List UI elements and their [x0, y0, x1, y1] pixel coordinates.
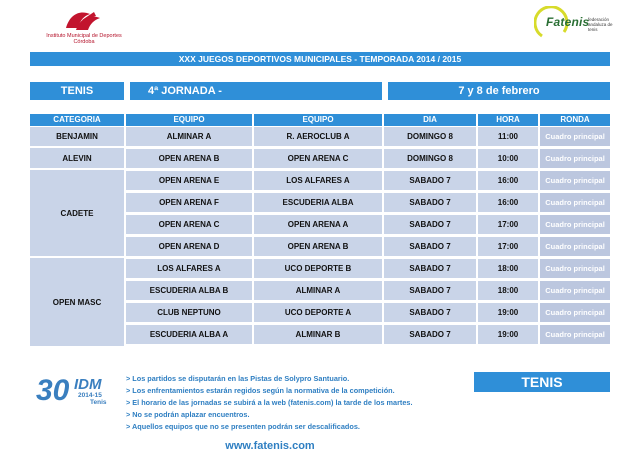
notes-list	[126, 373, 466, 433]
match-day: SABADO 7	[384, 171, 476, 190]
match-time: 16:00	[478, 193, 538, 212]
match-time: 11:00	[478, 127, 538, 146]
note-item: > Los partidos se disputarán en las Pistas de Solypro Santuario.	[126, 374, 350, 383]
match-time: 16:00	[478, 171, 538, 190]
idm-30-logo	[32, 374, 122, 410]
away-team: ALMINAR A	[254, 281, 382, 300]
match-round: Cuadro principal	[540, 237, 610, 256]
match-round: Cuadro principal	[540, 171, 610, 190]
imd-logo-line1: Instituto Municipal de Deportes	[46, 33, 122, 39]
home-team: ESCUDERIA ALBA B	[126, 281, 252, 300]
fatenis-logo-name: Fatenis	[546, 15, 590, 29]
away-team: OPEN ARENA A	[254, 215, 382, 234]
home-team: ALMINAR A	[126, 127, 252, 146]
imd-emblem-icon	[60, 8, 106, 34]
home-team: OPEN ARENA F	[126, 193, 252, 212]
home-team: OPEN ARENA C	[126, 215, 252, 234]
away-team: ALMINAR B	[254, 325, 382, 344]
match-time: 17:00	[478, 215, 538, 234]
idm-logo-text: IDM	[74, 376, 102, 393]
away-team: OPEN ARENA C	[254, 149, 382, 168]
match-time: 17:00	[478, 237, 538, 256]
footer-sport-box: TENIS	[474, 372, 610, 392]
away-team: ESCUDERIA ALBA	[254, 193, 382, 212]
idm-logo-number: 30	[36, 374, 70, 407]
home-team: OPEN ARENA D	[126, 237, 252, 256]
column-header-equipo-home: EQUIPO	[126, 114, 252, 126]
away-team: LOS ALFARES A	[254, 171, 382, 190]
page-title: XXX JUEGOS DEPORTIVOS MUNICIPALES - TEMPORADA 2014 / 2015	[30, 52, 610, 66]
match-day: SABADO 7	[384, 325, 476, 344]
imd-logo	[38, 8, 128, 48]
idm-logo-years: 2014-15	[78, 392, 102, 399]
match-round: Cuadro principal	[540, 259, 610, 278]
category-benjamin: BENJAMIN	[30, 127, 124, 146]
note-item: > Los enfrentamientos estarán regidos según la normativa de la competición.	[126, 386, 395, 395]
idm-logo-sport: Tenis	[90, 399, 107, 406]
match-time: 19:00	[478, 303, 538, 322]
note-item: > El horario de las jornadas se subirá a la web (fatenis.com) la tarde de los martes.	[126, 398, 413, 407]
match-day: SABADO 7	[384, 193, 476, 212]
home-team: OPEN ARENA B	[126, 149, 252, 168]
match-round: Cuadro principal	[540, 215, 610, 234]
match-round: Cuadro principal	[540, 281, 610, 300]
imd-logo-line2: Córdoba	[73, 39, 95, 45]
match-time: 18:00	[478, 259, 538, 278]
note-item: > Aquellos equipos que no se presenten podrán ser descalificados.	[126, 422, 360, 431]
fatenis-logo	[534, 6, 620, 46]
column-header-ronda: RONDA	[540, 114, 610, 126]
note-item: > No se podrán aplazar encuentros.	[126, 410, 250, 419]
date-label: 7 y 8 de febrero	[388, 82, 610, 100]
away-team: UCO DEPORTE B	[254, 259, 382, 278]
match-day: SABADO 7	[384, 281, 476, 300]
match-day: DOMINGO 8	[384, 149, 476, 168]
match-time: 18:00	[478, 281, 538, 300]
match-day: SABADO 7	[384, 215, 476, 234]
column-header-dia: DIA	[384, 114, 476, 126]
match-round: Cuadro principal	[540, 193, 610, 212]
category-alevin: ALEVIN	[30, 148, 124, 168]
match-time: 19:00	[478, 325, 538, 344]
away-team: UCO DEPORTE A	[254, 303, 382, 322]
match-day: SABADO 7	[384, 237, 476, 256]
match-day: SABADO 7	[384, 303, 476, 322]
category-open-masc: OPEN MASC	[30, 258, 124, 346]
home-team: OPEN ARENA E	[126, 171, 252, 190]
away-team: R. AEROCLUB A	[254, 127, 382, 146]
fatenis-logo-sub: federación andaluza de tenis	[588, 17, 613, 32]
match-round: Cuadro principal	[540, 303, 610, 322]
sport-label: TENIS	[30, 82, 124, 100]
match-time: 10:00	[478, 149, 538, 168]
home-team: ESCUDERIA ALBA A	[126, 325, 252, 344]
match-day: DOMINGO 8	[384, 127, 476, 146]
website-link[interactable]: www.fatenis.com	[225, 440, 315, 452]
category-cadete: CADETE	[30, 170, 124, 256]
match-round: Cuadro principal	[540, 149, 610, 168]
match-day: SABADO 7	[384, 259, 476, 278]
away-team: OPEN ARENA B	[254, 237, 382, 256]
column-header-categoria: CATEGORIA	[30, 114, 124, 126]
column-header-equipo-away: EQUIPO	[254, 114, 382, 126]
jornada-label: 4ª JORNADA -	[130, 82, 382, 100]
match-round: Cuadro principal	[540, 127, 610, 146]
home-team: CLUB NEPTUNO	[126, 303, 252, 322]
home-team: LOS ALFARES A	[126, 259, 252, 278]
column-header-hora: HORA	[478, 114, 538, 126]
match-round: Cuadro principal	[540, 325, 610, 344]
